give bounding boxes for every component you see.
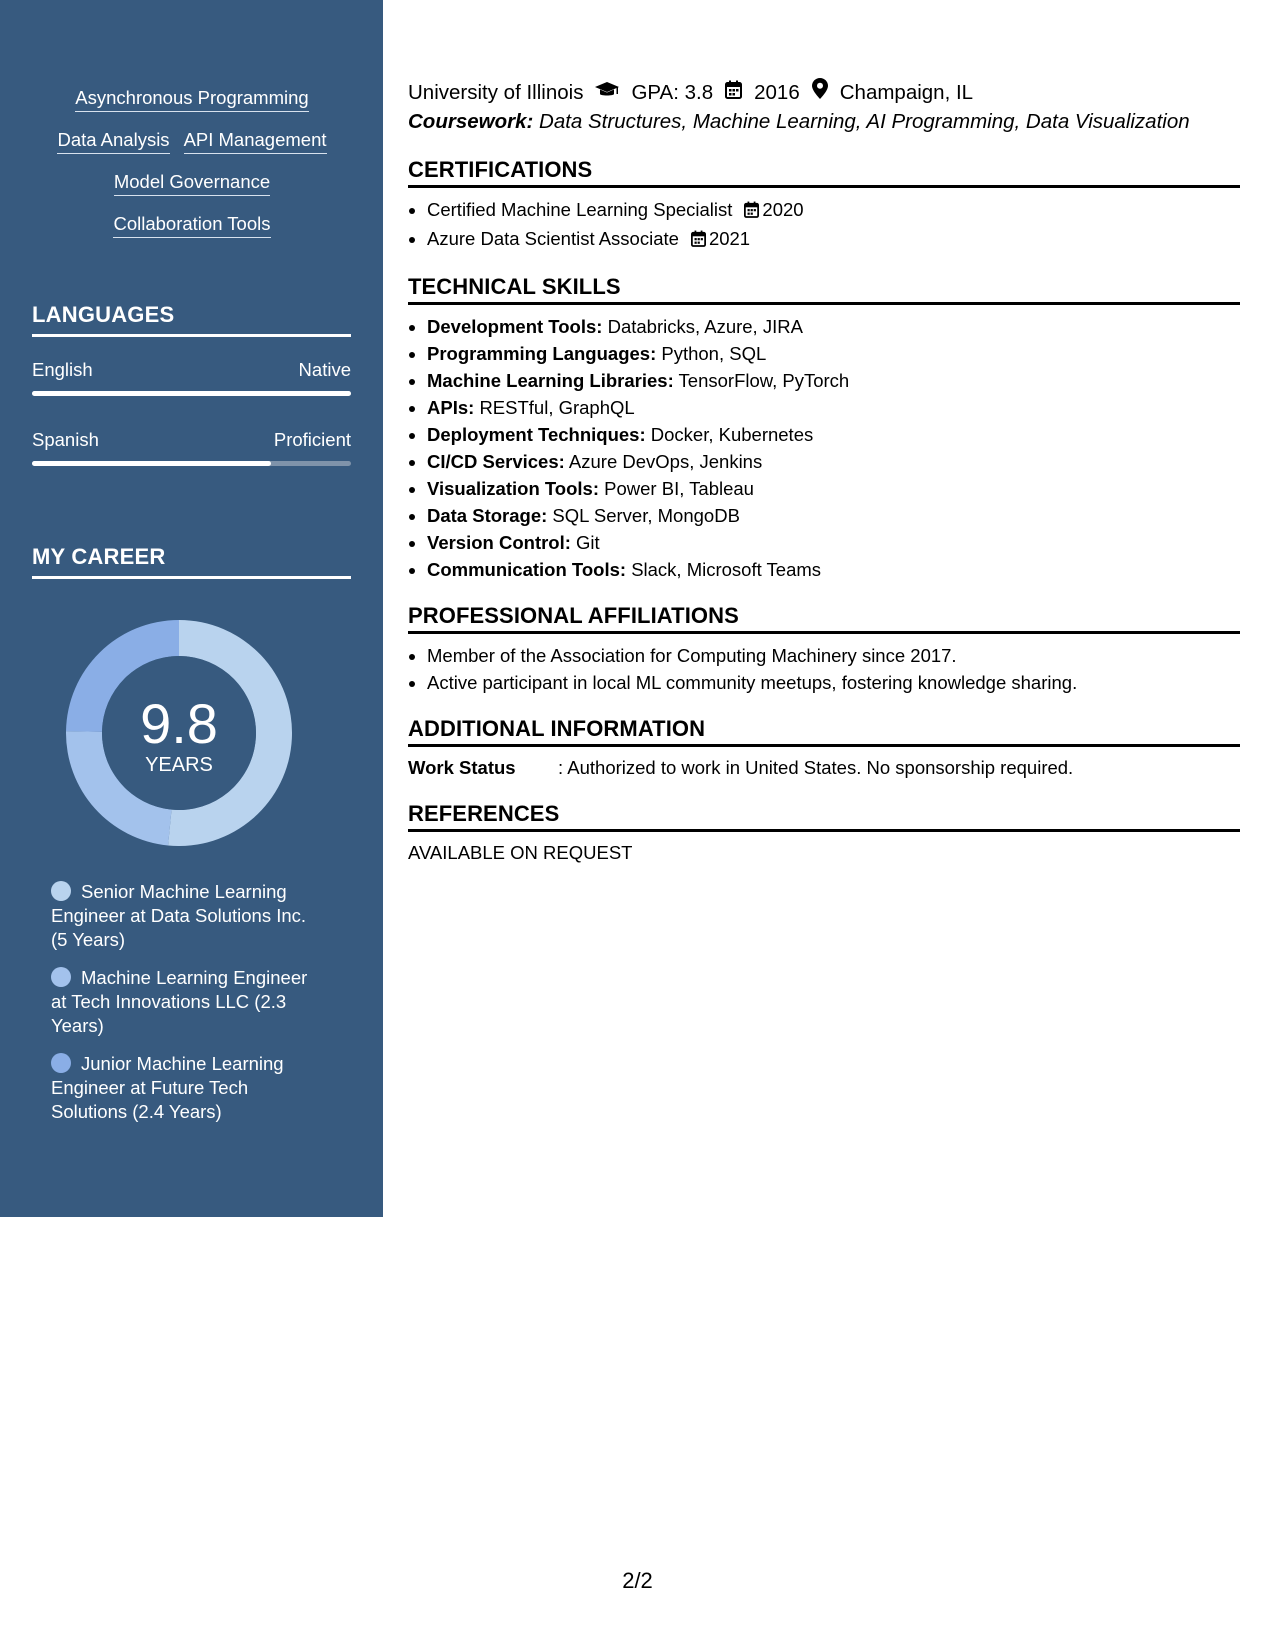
- work-status-value: : Authorized to work in United States. No sponsorship required.: [558, 757, 1074, 778]
- legend-dot: [51, 881, 71, 901]
- legend-dot: [51, 967, 71, 987]
- skill-tag[interactable]: Asynchronous Programming: [75, 86, 308, 112]
- language-bar: [32, 391, 351, 396]
- skill-tag[interactable]: Collaboration Tools: [113, 212, 270, 238]
- technical-skills-heading: TECHNICAL SKILLS: [408, 274, 1240, 305]
- gpa: GPA: 3.8: [631, 80, 714, 104]
- skill-value: Azure DevOps, Jenkins: [568, 451, 763, 472]
- skill-item: [427, 556, 1240, 583]
- language-bar: [32, 461, 351, 466]
- graduation-cap-icon: [595, 79, 619, 107]
- skill-tag[interactable]: API Management: [184, 128, 327, 154]
- skill-label: Development Tools:: [427, 316, 603, 337]
- skill-value: Power BI, Tableau: [604, 478, 754, 499]
- work-status-row: [408, 755, 1240, 781]
- skill-label: Data Storage:: [427, 505, 548, 526]
- skill-value: RESTful, GraphQL: [479, 397, 635, 418]
- language-level: Native: [298, 359, 351, 380]
- skill-label: Programming Languages:: [427, 343, 657, 364]
- certifications-list: [408, 196, 1240, 254]
- affiliation-item: • Member of the Association for Computing Machinery since 2017.: [427, 642, 1240, 669]
- skill-tag[interactable]: Data Analysis: [57, 128, 169, 154]
- skill-label: Machine Learning Libraries:: [427, 370, 674, 391]
- affiliations-list: [408, 642, 1240, 696]
- page-number: 2/2: [622, 1568, 653, 1593]
- skill-value: Git: [576, 532, 600, 553]
- calendar-icon: [744, 198, 759, 225]
- skill-item: [427, 421, 1240, 448]
- coursework-list: Data Structures, Machine Learning, AI Programming, Data Visualization: [539, 110, 1190, 133]
- skill-label: CI/CD Services:: [427, 451, 565, 472]
- certification-item: [427, 196, 1240, 225]
- languages-heading: LANGUAGES: [32, 302, 351, 337]
- skill-item: [427, 529, 1240, 556]
- certification-year: 2021: [708, 228, 751, 249]
- location: Champaign, IL: [839, 80, 974, 104]
- skill-value: Databricks, Azure, JIRA: [607, 316, 803, 337]
- affiliations-heading: PROFESSIONAL AFFILIATIONS: [408, 603, 1240, 634]
- coursework-label: Coursework:: [408, 110, 534, 133]
- references-text: AVAILABLE ON REQUEST: [408, 842, 633, 863]
- skill-item: [427, 394, 1240, 421]
- skill-value: TensorFlow, PyTorch: [678, 370, 850, 391]
- skill-value: Slack, Microsoft Teams: [631, 559, 822, 580]
- career-item: [51, 880, 321, 952]
- certification-item: [427, 225, 1240, 254]
- additional-info-heading: ADDITIONAL INFORMATION: [408, 716, 1240, 747]
- education-line: [408, 78, 1240, 107]
- skill-label: Visualization Tools:: [427, 478, 600, 499]
- language-level: Proficient: [273, 429, 351, 450]
- map-pin-icon: [812, 78, 828, 107]
- skill-label: Communication Tools:: [427, 559, 627, 580]
- skill-value: SQL Server, MongoDB: [552, 505, 740, 526]
- skill-item: [427, 340, 1240, 367]
- legend-dot: [51, 1053, 71, 1073]
- skill-label: Deployment Techniques:: [427, 424, 646, 445]
- language-english: [32, 359, 351, 396]
- calendar-icon: [691, 227, 706, 254]
- skill-label: APIs:: [427, 397, 475, 418]
- language-name: Spanish: [32, 429, 99, 450]
- references-heading: REFERENCES: [408, 801, 1240, 832]
- skill-item: [427, 367, 1240, 394]
- years-label: YEARS: [145, 754, 213, 776]
- work-status-label: Work Status: [408, 757, 516, 778]
- language-bar-fill: [32, 461, 271, 466]
- graduation-year: 2016: [754, 80, 800, 104]
- career-donut-chart: [66, 620, 292, 846]
- career-text: Machine Learning Engineer at Tech Innovations LLC (2.3 Years): [51, 967, 308, 1036]
- certification-year: 2020: [762, 199, 804, 220]
- skills-list: [32, 86, 352, 254]
- main-content: [408, 78, 1240, 866]
- certifications-heading: CERTIFICATIONS: [408, 157, 1240, 188]
- certification-name: Azure Data Scientist Associate: [427, 228, 679, 249]
- skill-item: [427, 313, 1240, 340]
- career-item: [51, 1052, 321, 1124]
- sidebar: [0, 0, 383, 1217]
- coursework: [408, 107, 1240, 137]
- language-spanish: [32, 429, 351, 466]
- calendar-icon: [725, 79, 742, 107]
- career-text: Senior Machine Learning Engineer at Data Solutions Inc. (5 Years): [51, 881, 307, 950]
- total-years: 9.8: [140, 692, 218, 755]
- skill-item: [427, 502, 1240, 529]
- skill-tag[interactable]: Model Governance: [114, 170, 270, 196]
- skill-value: Docker, Kubernetes: [650, 424, 814, 445]
- career-list: [51, 880, 321, 1138]
- skill-label: Version Control:: [427, 532, 571, 553]
- affiliation-item: • Active participant in local ML community meetups, fostering knowledge sharing.: [427, 669, 1240, 696]
- career-text: Junior Machine Learning Engineer at Future Tech Solutions (2.4 Years): [51, 1053, 284, 1122]
- skill-item: [427, 475, 1240, 502]
- technical-skills-list: [408, 313, 1240, 583]
- school-name: University of Illinois: [408, 80, 584, 104]
- skill-value: Python, SQL: [661, 343, 767, 364]
- skill-item: [427, 448, 1240, 475]
- career-heading: MY CAREER: [32, 544, 351, 579]
- career-item: [51, 966, 321, 1038]
- language-bar-fill: [32, 391, 351, 396]
- certification-name: Certified Machine Learning Specialist: [427, 199, 733, 220]
- language-name: English: [32, 359, 93, 380]
